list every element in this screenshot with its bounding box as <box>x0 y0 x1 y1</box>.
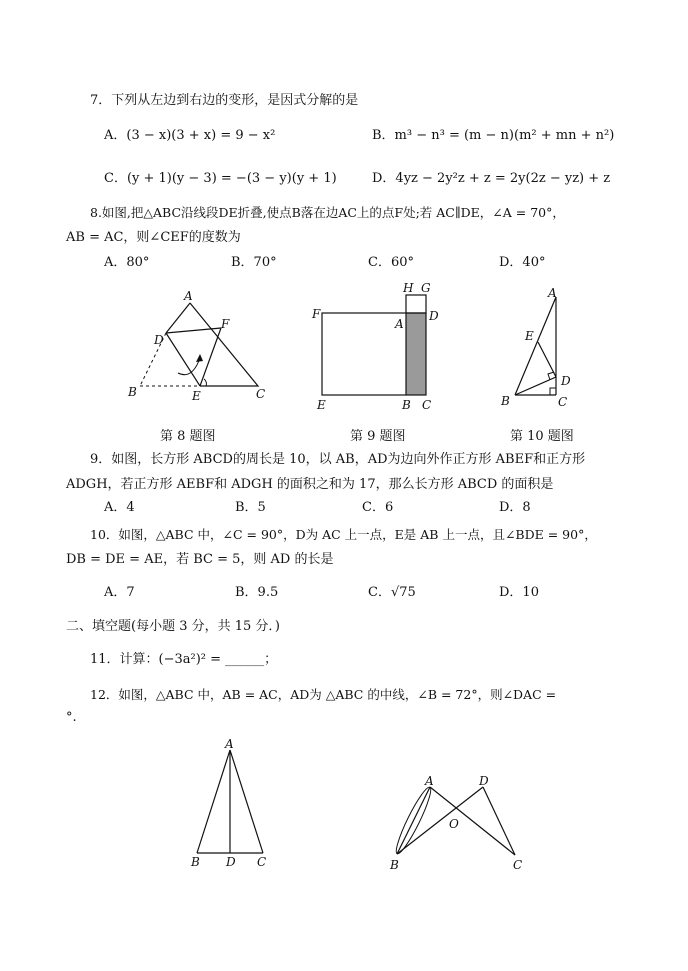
fig10-label-e: E <box>525 329 534 343</box>
q9-option-a: A．4 <box>104 500 135 515</box>
q12-label-c: C <box>257 855 267 869</box>
fig9-label-h: H <box>403 281 414 295</box>
fig8-label-c: C <box>256 387 266 401</box>
fig9-label-d: D <box>429 309 439 323</box>
q10-stem-line1: 10．如图，△ABC 中，∠C = 90°，D为 AC 上一点，E是 AB 上一点，且∠BDE = 90°， <box>90 527 597 542</box>
figure-8-caption: 第 8 题图 <box>160 429 216 444</box>
q9-option-d: D．8 <box>499 500 531 515</box>
q10-option-b: B．9.5 <box>235 585 279 600</box>
figure-8-diagram <box>120 288 270 408</box>
q10-option-d: D．10 <box>499 585 539 600</box>
q12-stem-line2: °. <box>66 710 77 725</box>
fig8-label-a: A <box>184 289 193 303</box>
q7-option-b: B．m³ − n³ = (m − n)(m² + mn + n²) <box>372 128 615 143</box>
figure-9-caption: 第 9 题图 <box>350 429 406 444</box>
fig-right-label-c: C <box>513 858 523 872</box>
q7-stem: 7．下列从左边到右边的变形，是因式分解的是 <box>90 93 359 108</box>
fig10-label-d: D <box>561 374 571 388</box>
q8-option-c: C．60° <box>368 255 414 270</box>
fig10-label-a: A <box>548 286 557 300</box>
q10-stem-line2: DB = DE = AE，若 BC = 5，则 AD 的长是 <box>66 552 334 567</box>
fig-right-label-b: B <box>390 858 399 872</box>
q9-stem-line1: 9．如图，长方形 ABCD的周长是 10，以 AB，AD为边向外作正方形 ABEF和正方形 <box>90 452 586 467</box>
q9-option-c: C．6 <box>362 500 394 515</box>
figure-10-diagram <box>495 285 595 410</box>
q12-label-b: B <box>191 855 200 869</box>
q12-label-a: A <box>225 737 234 751</box>
fig8-label-f: F <box>221 317 230 331</box>
fig9-label-g: G <box>421 281 431 295</box>
fig9-label-a: A <box>395 317 404 331</box>
q9-stem-line2: ADGH，若正方形 AEBF和 ADGH 的面积之和为 17，那么长方形 ABCD 的面积是 <box>66 477 554 492</box>
q8-stem-line1: 8.如图,把△ABC沿线段DE折叠,使点B落在边AC上的点F处;若 AC∥DE，∠A = 70°， <box>90 205 565 220</box>
fig9-label-c: C <box>422 398 432 412</box>
fig8-label-d: D <box>154 333 164 347</box>
q11-stem: 11．计算：(−3a²)² = ______； <box>90 652 278 667</box>
q10-option-a: A．7 <box>104 585 135 600</box>
fig9-label-b: B <box>402 398 411 412</box>
q10-option-c: C．√75 <box>368 585 416 600</box>
q7-option-d: D．4yz − 2y²z + z = 2y(2z − yz) + z <box>372 171 611 186</box>
q9-option-b: B．5 <box>235 500 266 515</box>
crossed-triangles-diagram <box>385 772 535 877</box>
fig8-label-b: B <box>128 385 137 399</box>
figure-10-caption: 第 10 题图 <box>510 429 574 444</box>
q8-option-b: B．70° <box>231 255 277 270</box>
fig9-label-f: F <box>312 307 321 321</box>
fig-right-label-o: O <box>449 817 459 831</box>
fig-right-label-d: D <box>479 774 489 788</box>
q12-stem-line1: 12．如图，△ABC 中，AB = AC，AD为 △ABC 的中线，∠B = 72°，则∠DAC = <box>90 687 557 702</box>
figure-9-diagram <box>310 280 450 410</box>
fig10-label-c: C <box>558 395 568 409</box>
fig-right-label-a: A <box>425 774 434 788</box>
fig10-label-b: B <box>501 394 510 408</box>
q8-option-d: D．40° <box>499 255 546 270</box>
fig9-label-e: E <box>317 398 326 412</box>
fig8-label-e: E <box>192 389 201 403</box>
q12-label-d: D <box>226 855 236 869</box>
q7-option-c: C．(y + 1)(y − 3) = −(3 − y)(y + 1) <box>104 171 337 186</box>
section-2-heading: 二、填空题(每小题 3 分，共 15 分．) <box>66 619 280 634</box>
q7-option-a: A．(3 − x)(3 + x) = 9 − x² <box>104 128 276 143</box>
q8-option-a: A．80° <box>104 255 150 270</box>
q8-stem-line2: AB = AC，则∠CEF的度数为 <box>66 230 241 245</box>
q12-triangle-diagram <box>185 735 275 875</box>
